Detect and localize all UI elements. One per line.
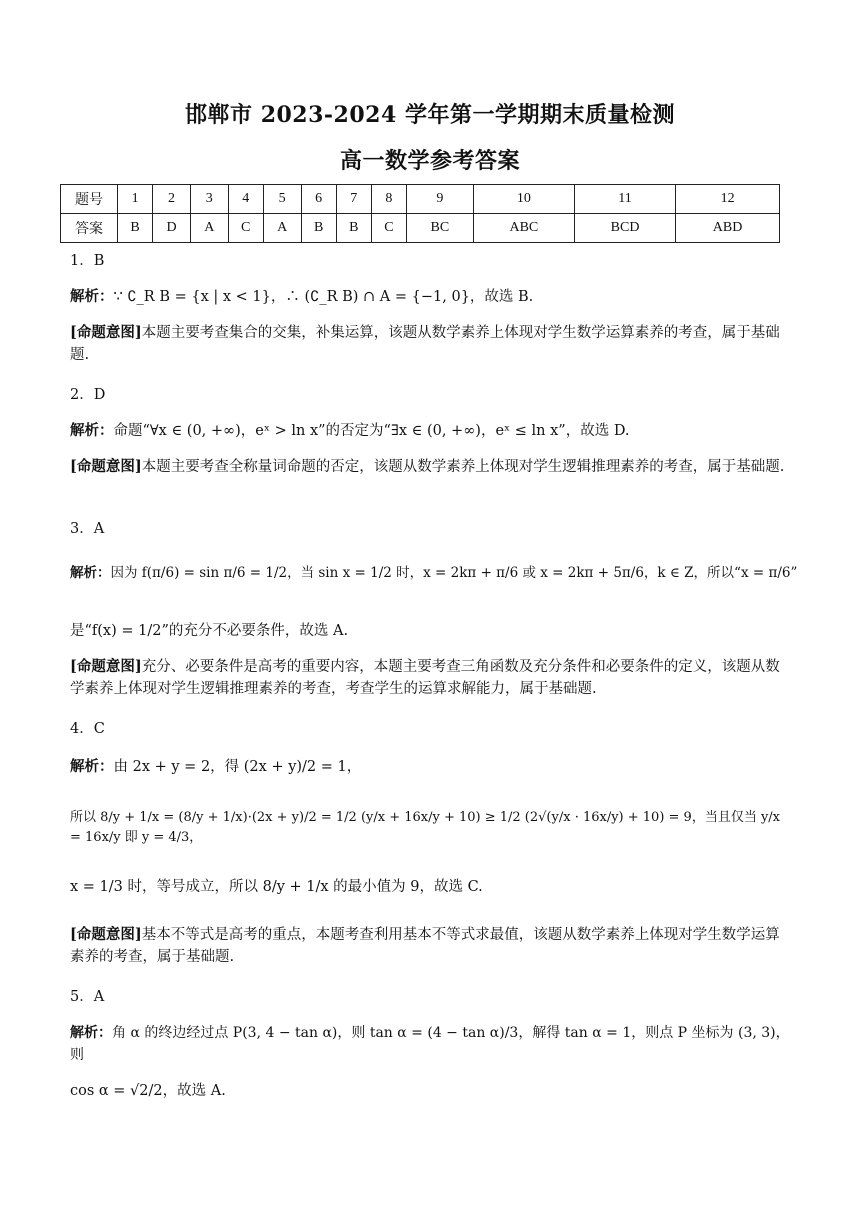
q4-intent (70, 924, 790, 968)
table-cell: 10 (473, 185, 574, 214)
table-cell: 1 (118, 185, 153, 214)
intent-label: [命题意图] (70, 926, 142, 943)
intent-text: 本题主要考查集合的交集，补集运算，该题从数学素养上体现对学生数学运算素养的考查，属于基础题. (70, 325, 780, 363)
table-cell: BCD (574, 214, 675, 243)
table-cell: 12 (676, 185, 780, 214)
table-cell: 6 (301, 185, 336, 214)
answer-table (60, 184, 780, 243)
q2-solution (70, 420, 790, 442)
table-cell: ABD (676, 214, 780, 243)
solution-text: 角 α 的终边经过点 P(3, 4 − tan α)，则 tan α = (4 − tan α)/3，解得 tan α = 1，则点 P 坐标为 (3, 3)，则 (70, 1025, 790, 1063)
q1-intent (70, 322, 790, 366)
table-cell: B (301, 214, 336, 243)
q5-heading: 5．A (70, 989, 105, 1005)
intent-text: 本题主要考查全称量词命题的否定，该题从数学素养上体现对学生逻辑推理素养的考查，属于基础题. (141, 459, 785, 475)
solution-label: 解析： (70, 422, 114, 439)
intent-label: [命题意图] (70, 324, 142, 341)
solution-text: 命题“∀x ∈ (0, +∞)，eˣ > ln x”的否定为“∃x ∈ (0, +∞)，eˣ ≤ ln x”，故选 D. (113, 423, 630, 439)
table-cell: 5 (263, 185, 301, 214)
q5-solution-2: cos α = √2/2，故选 A. (70, 1083, 226, 1099)
table-cell: 4 (228, 185, 263, 214)
table-cell: D (153, 214, 191, 243)
row-label: 题号 (61, 185, 118, 214)
table-cell: B (336, 214, 371, 243)
q1-solution (70, 286, 790, 308)
q2-intent (70, 456, 790, 478)
q1-heading: 1．B (70, 253, 105, 269)
table-cell: A (190, 214, 228, 243)
q2-heading: 2．D (70, 387, 106, 403)
solution-text: 因为 f(π/6) = sin π/6 = 1/2，当 sin x = 1/2 时，x = 2kπ + π/6 或 x = 2kπ + 5π/6，k ∈ Z，所以“x = π/6” (110, 565, 798, 581)
q3-solution-cont: 是“f(x) = 1/2”的充分不必要条件，故选 A. (70, 623, 349, 639)
table-cell: 11 (574, 185, 675, 214)
table-cell: 9 (406, 185, 473, 214)
page-title: 邯郸市 2023-2024 学年第一学期期末质量检测 (185, 102, 675, 128)
q4-solution-1 (70, 756, 790, 778)
solution-label: 解析： (70, 565, 111, 581)
table-cell: C (228, 214, 263, 243)
q3-solution (70, 562, 798, 584)
table-cell: ABC (473, 214, 574, 243)
table-cell: BC (406, 214, 473, 243)
solution-label: 解析： (70, 758, 114, 775)
solution-text: ∵ ∁_R B = {x | x < 1}，∴ (∁_R B) ∩ A = {−1, 0}，故选 B. (113, 289, 534, 305)
row-label: 答案 (61, 214, 118, 243)
q4-heading: 4．C (70, 721, 105, 737)
q5-solution-1 (70, 1022, 790, 1066)
solution-label: 解析： (70, 288, 114, 305)
table-cell: 2 (153, 185, 191, 214)
table-row-numbers (61, 185, 780, 214)
q3-heading: 3．A (70, 521, 105, 537)
intent-label: [命题意图] (70, 658, 142, 675)
intent-label: [命题意图] (70, 458, 142, 475)
table-cell: 3 (190, 185, 228, 214)
solution-label: 解析： (70, 1025, 112, 1041)
table-cell: A (263, 214, 301, 243)
table-cell: 8 (371, 185, 406, 214)
solution-text: 由 2x + y = 2，得 (2x + y)/2 = 1， (113, 759, 362, 775)
table-cell: C (371, 214, 406, 243)
table-cell: 7 (336, 185, 371, 214)
intent-text: 充分、必要条件是高考的重要内容，本题主要考查三角函数及充分条件和必要条件的定义，该题从数学素养上体现对学生逻辑推理素养的考查，考查学生的运算求解能力，属于基础题. (70, 659, 780, 697)
table-row-answers (61, 214, 780, 243)
q4-solution-3: x = 1/3 时，等号成立，所以 8/y + 1/x 的最小值为 9，故选 C. (70, 879, 483, 895)
q3-intent (70, 656, 790, 700)
page-subtitle: 高一数学参考答案 (339, 148, 520, 174)
table-cell: B (118, 214, 153, 243)
intent-text: 基本不等式是高考的重点，本题考查利用基本不等式求最值，该题从数学素养上体现对学生数学运算素养的考查，属于基础题. (70, 927, 780, 965)
q4-solution-2: 所以 8/y + 1/x = (8/y + 1/x)·(2x + y)/2 = 1/2 (y/x + 16x/y + 10) ≥ 1/2 (2√(y/x · 16x/y) + 10) = 9，当且仅当 y/x = 16x/y 即 y = 4/3， (70, 810, 781, 845)
